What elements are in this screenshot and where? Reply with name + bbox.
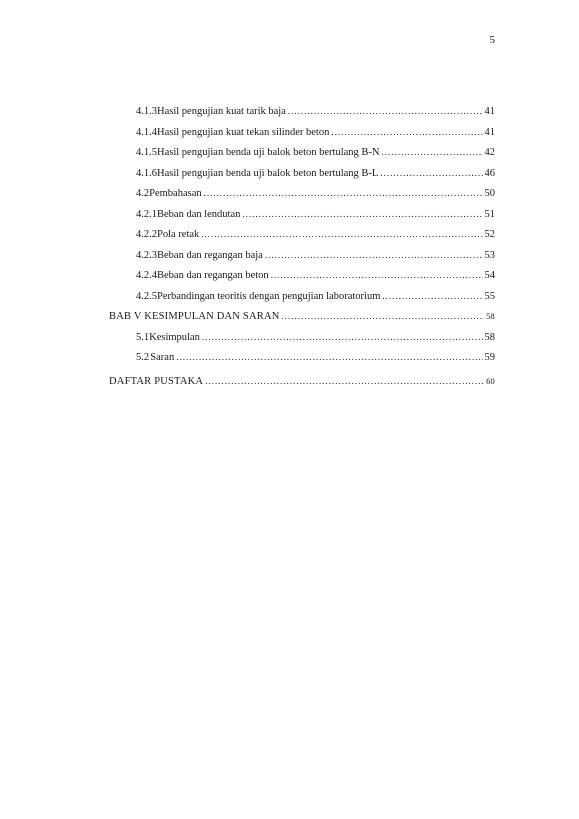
toc-entry-number: 5.1 [136, 331, 150, 343]
toc-leader-dots [271, 268, 483, 282]
toc-chapter-entry[interactable] [109, 374, 495, 388]
toc-leader-dots [242, 207, 482, 221]
toc-leader-dots [176, 350, 482, 364]
toc-entry-page: 55 [484, 290, 495, 302]
page-number: 5 [489, 34, 495, 46]
toc-entry[interactable] [136, 227, 495, 241]
toc-entry-title: Pembahasan [149, 188, 202, 199]
toc-entry-page: 42 [484, 147, 495, 158]
toc-entry[interactable] [136, 125, 495, 139]
toc-entry[interactable] [136, 145, 495, 159]
toc-entry-page: 59 [484, 352, 495, 363]
toc-entry-page: 41 [484, 106, 495, 117]
toc-entry-number: 4.2.4 [136, 270, 157, 281]
toc-leader-dots [205, 374, 484, 388]
toc-entry-title: DAFTAR PUSTAKA [109, 376, 204, 387]
toc-leader-dots [288, 104, 483, 118]
toc-entry-title: Pola retak [157, 229, 200, 240]
toc-leader-dots [201, 227, 482, 241]
toc-entry-page: 53 [484, 249, 495, 261]
toc-entry-page: 52 [484, 229, 495, 240]
toc-entry[interactable] [136, 104, 495, 118]
toc-entry-number: 4.2.3 [136, 249, 157, 261]
toc-leader-dots [331, 125, 482, 139]
toc-entry-page: 50 [484, 188, 495, 199]
toc-leader-dots [204, 186, 483, 200]
toc-entry[interactable] [136, 207, 495, 221]
toc-entry-title: Hasil pengujian benda uji balok beton bertulang B-L [157, 167, 379, 179]
toc-entry[interactable] [136, 248, 495, 262]
toc-entry-title: BAB V KESIMPULAN DAN SARAN [109, 311, 280, 322]
toc-entry-title: Hasil pengujian benda uji balok beton bertulang B-N [157, 147, 380, 158]
toc-entry-number: 4.2.5 [136, 290, 157, 302]
toc-entry-number: 4.2.1 [136, 208, 157, 220]
toc-entry-title: Saran [150, 352, 175, 363]
toc-entry-title: Hasil pengujian kuat tekan silinder beton [157, 126, 330, 138]
toc-entry-page: 60 [486, 376, 495, 386]
toc-leader-dots [282, 309, 485, 323]
toc-chapter-entry[interactable] [109, 309, 495, 323]
toc-entry-title: Perbandingan teoritis dengan pengujian laboratorium [157, 290, 381, 302]
toc-entry[interactable] [136, 350, 495, 364]
toc-entry-page: 41 [484, 126, 495, 138]
toc-leader-dots [380, 166, 482, 180]
toc-entry[interactable] [136, 186, 495, 200]
toc-entry-title: Beban dan regangan beton [157, 270, 269, 281]
toc-entry-page: 58 [484, 331, 495, 343]
toc-entry[interactable] [136, 289, 495, 303]
toc-entry-title: Beban dan lendutan [157, 208, 241, 220]
toc-entry[interactable] [136, 268, 495, 282]
toc-entry[interactable] [136, 166, 495, 180]
toc-entry-number: 4.1.3 [136, 106, 157, 117]
toc-entry-title: Hasil pengujian kuat tarik baja [157, 106, 286, 117]
toc-entry-number: 4.2.2 [136, 229, 157, 240]
toc-leader-dots [202, 330, 483, 344]
toc-entry-page: 54 [484, 270, 495, 281]
toc-entry-number: 4.1.6 [136, 167, 157, 179]
toc-leader-dots [382, 145, 483, 159]
toc-entry-number: 5.2 [136, 352, 150, 363]
toc-entry-page: 58 [486, 311, 495, 321]
toc-leader-dots [382, 289, 482, 303]
toc-entry[interactable] [136, 330, 495, 344]
toc-entry-number: 4.1.5 [136, 147, 157, 158]
toc-entry-page: 51 [484, 208, 495, 220]
toc-entry-title: Beban dan regangan baja [157, 249, 263, 261]
toc-entry-number: 4.1.4 [136, 126, 157, 138]
toc-entry-page: 46 [484, 167, 495, 179]
toc-leader-dots [265, 248, 483, 262]
toc-entry-number: 4.2 [136, 188, 150, 199]
toc-entry-title: Kesimpulan [149, 331, 200, 343]
